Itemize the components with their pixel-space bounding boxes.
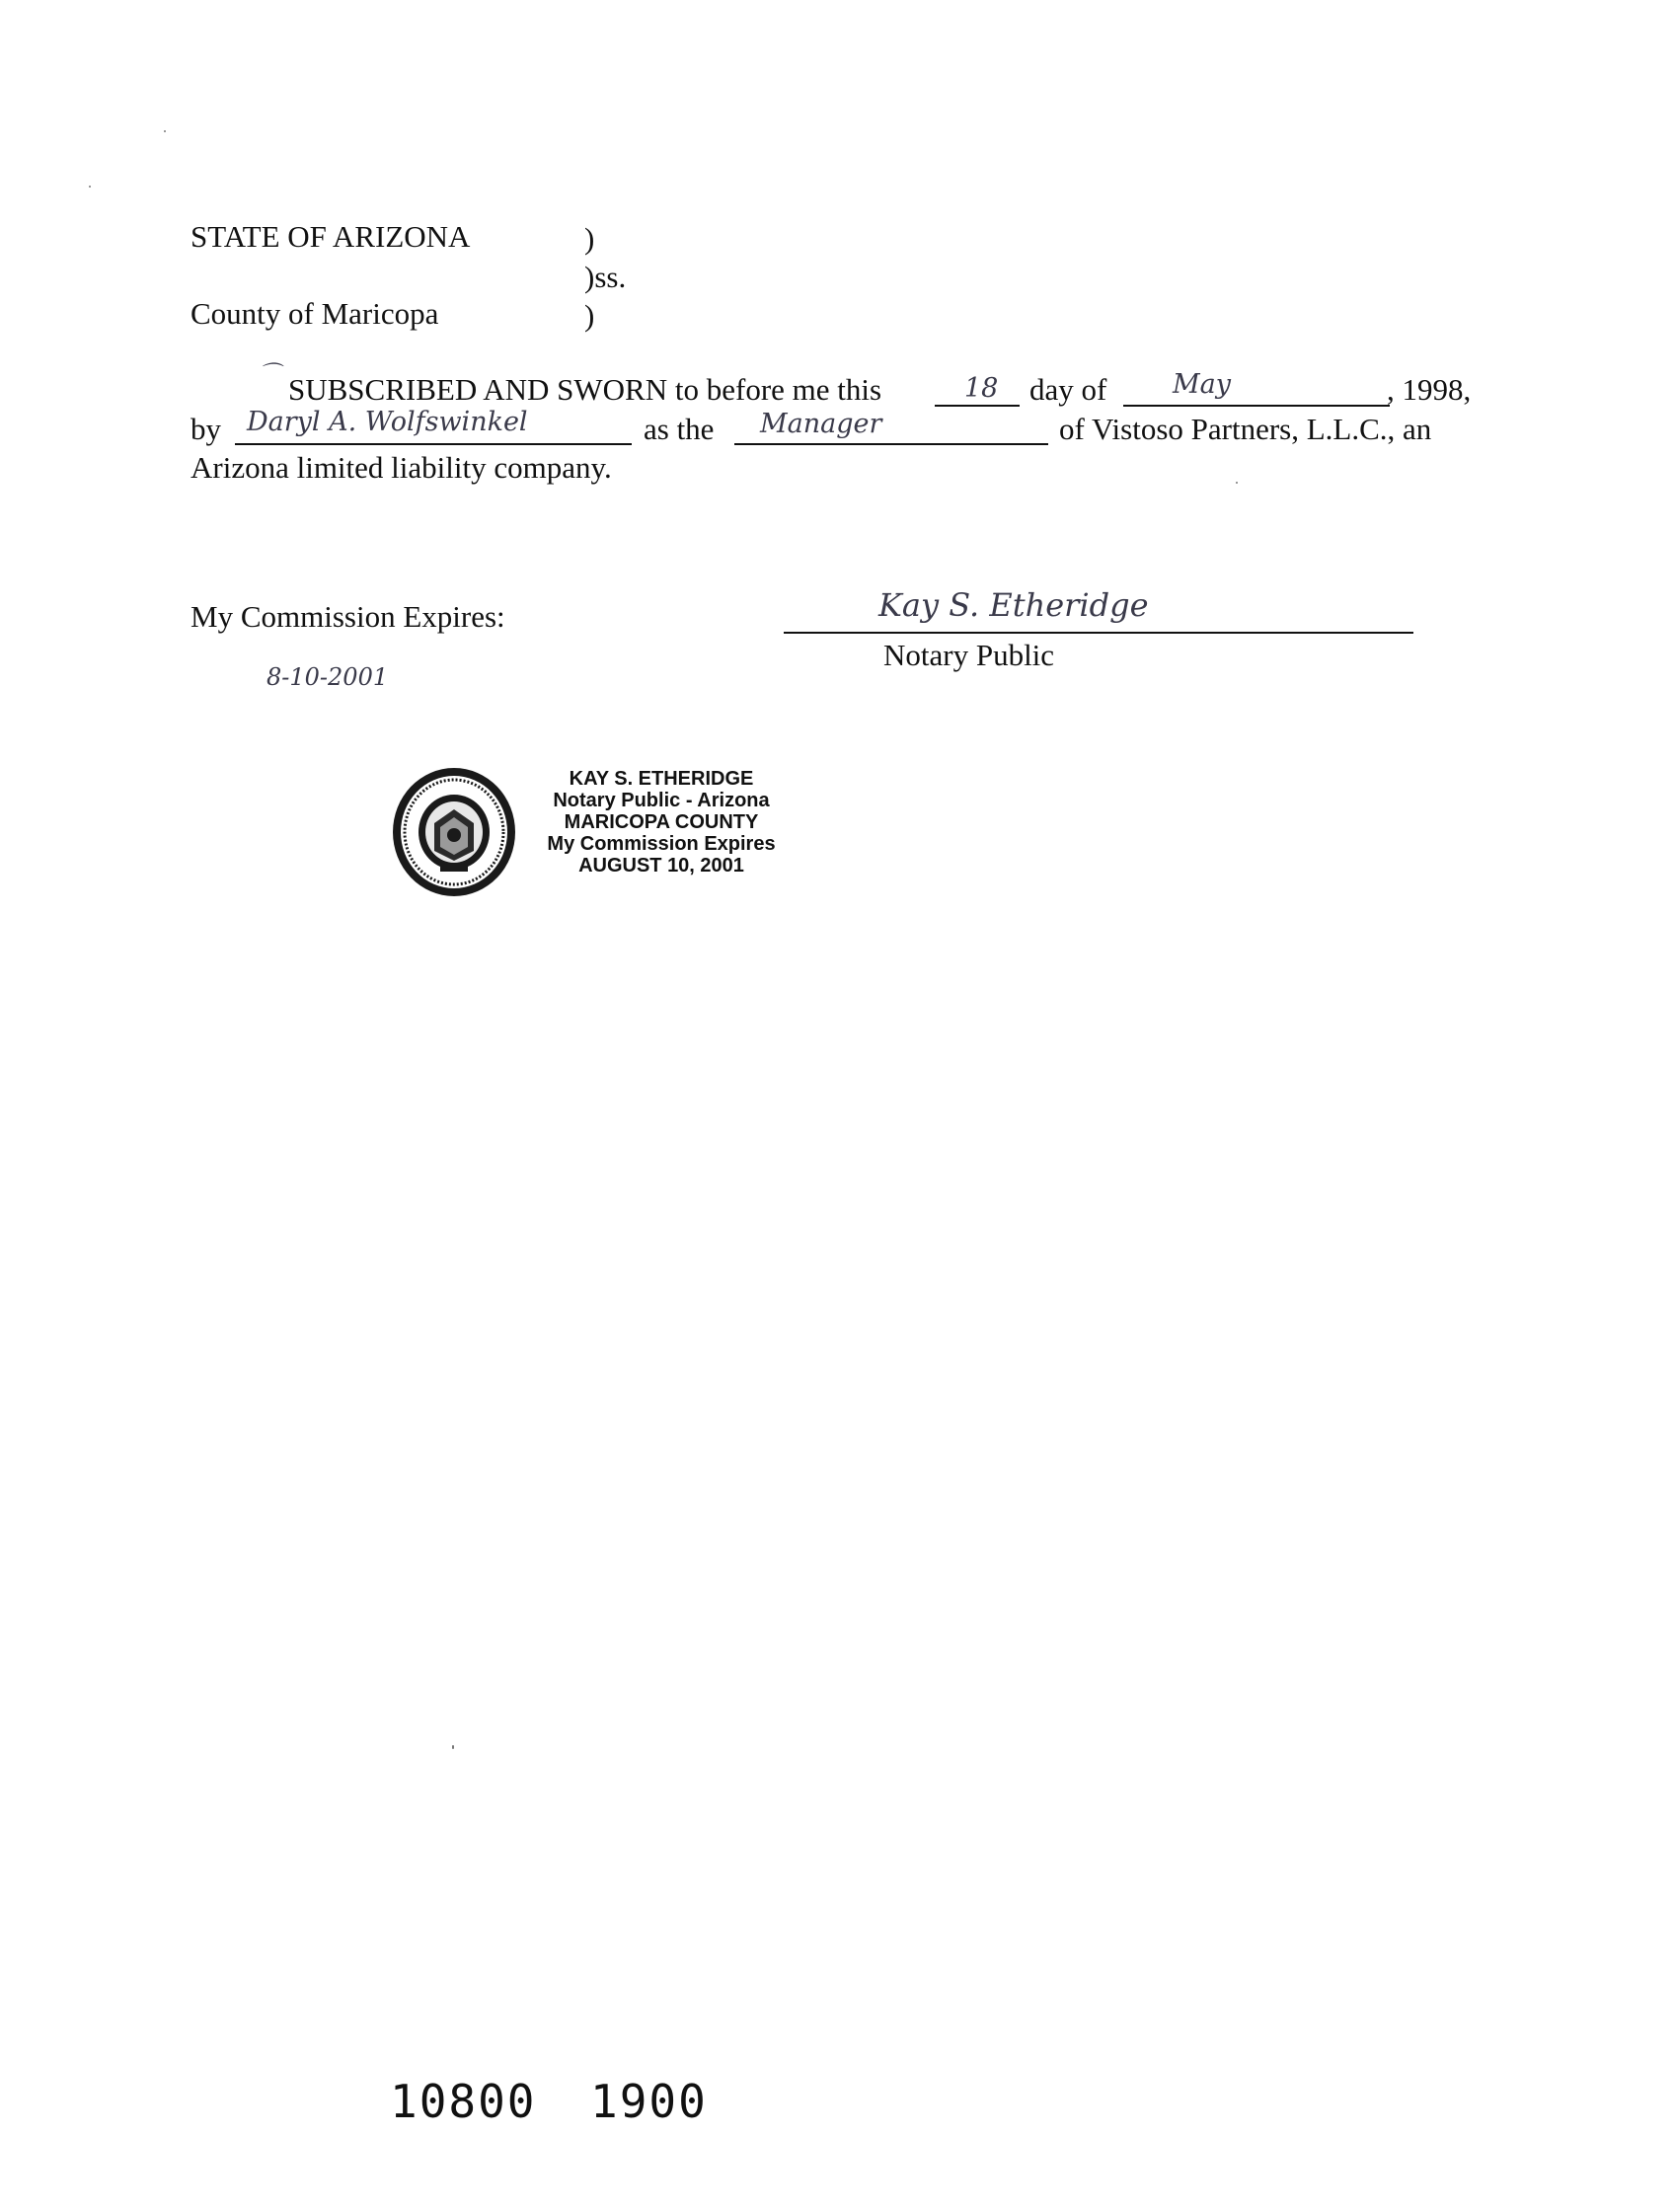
jurat-subscribed-text: SUBSCRIBED AND SWORN to before me this xyxy=(288,372,882,407)
handwritten-mark: ⌒ xyxy=(259,362,281,387)
jurat-as-the-text: as the xyxy=(644,412,715,446)
notary-seal xyxy=(391,766,517,898)
title-handwritten: Manager xyxy=(760,409,882,439)
scan-speck xyxy=(452,1745,454,1749)
name-fill-line xyxy=(235,443,632,445)
stamp-line: MARICOPA COUNTY xyxy=(564,811,759,833)
state-label: STATE OF ARIZONA xyxy=(190,219,471,254)
signature-line xyxy=(784,632,1413,634)
scan-speck xyxy=(89,186,91,188)
jurat-line3-text: Arizona limited liability company. xyxy=(190,450,612,485)
name-handwritten: Daryl A. Wolfswinkel xyxy=(247,407,528,437)
title-fill-line xyxy=(734,443,1048,445)
state-seal-icon xyxy=(391,766,517,898)
county-label: County of Maricopa xyxy=(190,296,439,331)
stamp-line: My Commission Expires xyxy=(547,833,776,855)
stamp-line: AUGUST 10, 2001 xyxy=(578,855,744,877)
venue-paren-close: ) xyxy=(584,298,595,333)
recording-book-number: 10800 xyxy=(390,2075,537,2128)
commission-date-handwritten: 8-10-2001 xyxy=(266,663,389,691)
venue-paren-ss: )ss. xyxy=(584,260,627,294)
day-handwritten: 18 xyxy=(964,373,999,404)
notary-public-label: Notary Public xyxy=(883,638,1055,672)
venue-paren-open: ) xyxy=(584,221,595,256)
jurat-day-of-text: day of xyxy=(1029,372,1107,407)
month-fill-line xyxy=(1123,405,1390,407)
notary-stamp-text xyxy=(523,768,799,877)
jurat-year-text: , 1998, xyxy=(1387,372,1472,407)
scan-speck xyxy=(1236,482,1238,484)
month-handwritten: May xyxy=(1173,369,1231,400)
jurat-company-text: of Vistoso Partners, L.L.C., an xyxy=(1059,412,1432,446)
scan-speck xyxy=(164,130,166,132)
commission-label: My Commission Expires: xyxy=(190,599,505,634)
stamp-line: Notary Public - Arizona xyxy=(553,790,770,811)
stamp-line: KAY S. ETHERIDGE xyxy=(569,768,754,790)
notary-signature: Kay S. Etheridge xyxy=(878,586,1149,624)
jurat-by-text: by xyxy=(190,412,221,446)
recording-page-number: 1900 xyxy=(590,2075,708,2128)
day-fill-line xyxy=(935,405,1020,407)
